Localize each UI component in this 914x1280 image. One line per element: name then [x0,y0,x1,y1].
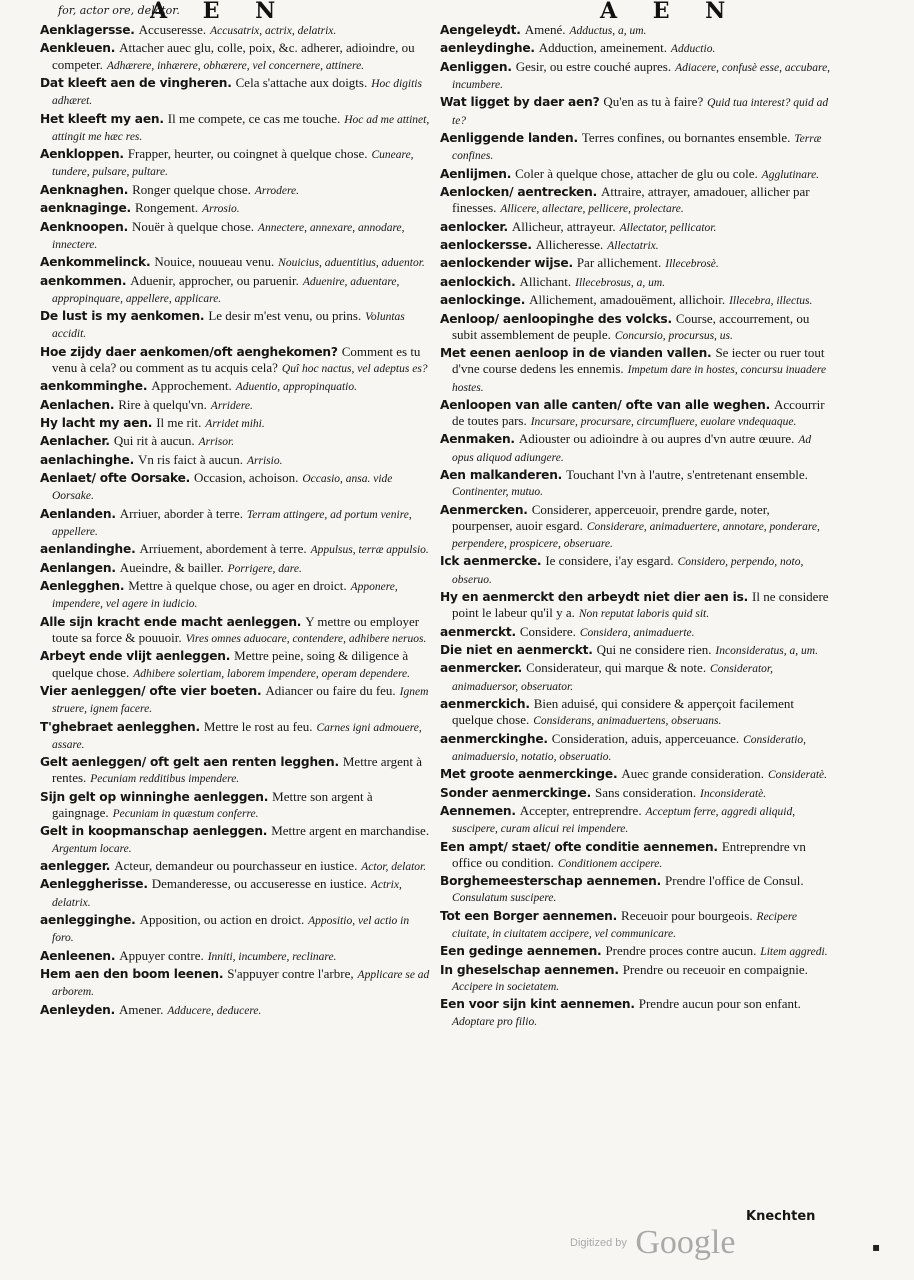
dictionary-entry [40,912,432,946]
headword: Met eenen aenloop in de vianden vallen. [440,346,712,361]
headword: Aenlegghen. [40,579,125,594]
dictionary-entry [40,506,432,540]
headword: Gelt aenleggen/ oft gelt aen renten legghen. [40,755,339,770]
dictionary-entry [440,255,832,272]
dictionary-entry [40,578,432,612]
headword: aenmerckt. [440,624,516,639]
headword: Tot een Borger aennemen. [440,908,618,923]
headword: aenkommen. [40,273,127,288]
headword: aenkomminghe. [40,379,148,394]
dictionary-entry [40,719,432,753]
latin-gloss: Concursio, procursus, us. [614,329,733,342]
french-gloss: Aduenir, approcher, ou paruenir. [130,272,299,288]
latin-gloss: Arrodere. [254,184,300,197]
latin-gloss: Adductus, a, um. [569,25,647,37]
french-gloss: Coler à quelque chose, attacher de glu ou cole. [515,165,758,181]
latin-gloss: Considerare, animaduertere, annotare, ponderare, perpendere, prospicere, obseruare. [452,520,820,551]
headword: Aenkleuen. [40,41,116,56]
french-gloss: Mettre à quelque chose, ou ager en droict. [128,578,347,594]
french-gloss: Prendre l'office de Consul. [665,873,804,889]
headword: Aenlangen. [40,560,116,575]
french-gloss: Appuyer contre. [119,947,204,963]
latin-gloss: Non reputat laboris quid sit. [578,608,710,621]
french-gloss: Course, accourrement, ou subit assemblement de peuple. [452,310,810,342]
dictionary-entry [40,648,432,681]
french-gloss: Mettre argent à rentes. [52,754,423,786]
dictionary-entry [40,219,432,253]
dictionary-entry [440,40,832,57]
watermark-logo-text: Google [635,1224,736,1261]
watermark-small-text: Digitized by [570,1237,627,1249]
latin-gloss: Annectere, annexare, annodare, innectere. [52,221,405,251]
headword: Een gedinge aennemen. [440,944,602,959]
french-gloss: Qu'en as tu à faire? [603,94,704,110]
latin-gloss: Adducere, deducere. [167,1004,262,1017]
headword: aenknaginge. [40,201,131,216]
french-gloss: Allicheresse. [535,236,604,252]
latin-gloss: Allectator, pellicator. [619,221,717,234]
french-gloss: Arriuement, abordement à terre. [139,541,307,557]
latin-gloss: Appulsus, terræ appulsio. [310,544,429,557]
latin-gloss: Considera, animaduerte. [579,626,695,639]
headword: Arbeyt ende vlijt aenleggen. [40,649,231,664]
dictionary-entry [440,237,832,254]
french-gloss: Arriuer, aborder à terre. [119,505,243,521]
french-gloss: Adiouster ou adioindre à ou aupres d'vn autre œuure. [518,431,795,447]
dictionary-entry [40,397,432,414]
latin-gloss: Adhærere, inhærere, obhærere, vel concernere, attinere. [106,59,365,72]
latin-gloss: Occasio, ansa. vide Oorsake. [52,473,393,503]
latin-gloss: Quid tua interest? quid ad te? [452,97,829,127]
dictionary-entry [440,766,832,783]
dictionary-entry [40,789,432,822]
dictionary-entry [440,22,832,39]
latin-gloss: Impetum dare in hostes, concursu inuadere hostes. [452,364,827,394]
headword: Aenkloppen. [40,147,124,162]
dictionary-entry [440,166,832,183]
headword: Aenlanden. [40,506,116,521]
french-gloss: Approchement. [151,378,232,394]
dictionary-entry [40,452,432,469]
latin-gloss: Actrix, delatrix. [52,879,402,909]
dictionary-entry [440,962,832,995]
latin-gloss: Ignem struere, ignem facere. [52,686,429,716]
french-gloss: Receuoir pour bourgeois. [621,907,753,923]
french-gloss: Auec grande consideration. [621,766,764,782]
french-gloss: Attraire, attrayer, amadouer, allicher par finesses. [452,183,810,216]
french-gloss: Mettre argent en marchandise. [271,823,430,839]
latin-gloss: Inconsideratus, a, um. [715,645,818,658]
latin-gloss: Illecebrosus, a, um. [575,276,666,289]
dictionary-entry [440,292,832,309]
french-gloss: Consideration, aduis, apperceuance. [551,730,740,746]
headword: Aenleyden. [40,1002,116,1017]
dictionary-entry [440,908,832,942]
headword: aenlockich. [440,274,516,289]
headword: Borghemeesterschap aennemen. [440,874,662,889]
french-gloss: Le desir m'est venu, ou prins. [208,308,362,324]
french-gloss: Attacher auec glu, colle, poix, &c. adherer, adioindre, ou competer. [52,40,415,72]
dictionary-entry [440,803,832,837]
headword: Aenklagersse. [40,23,135,37]
latin-gloss: Agglutinare. [761,168,820,181]
headword: Dat kleeft aen de vingheren. [40,75,232,90]
headword: Met groote aenmerckinge. [440,767,618,782]
dictionary-entry [40,470,432,504]
headword: De lust is my aenkomen. [40,309,205,324]
headword: Hy lacht my aen. [40,416,153,431]
french-gloss: Ronger quelque chose. [132,181,251,197]
french-gloss: Considerateur, qui marque & note. [526,660,707,676]
latin-gloss: Considerator, animaduersor, obseruator. [452,663,773,693]
french-gloss: Acteur, demandeur ou pourchasseur en iustice. [114,857,358,873]
latin-gloss: Aduentio, appropinquatio. [235,381,357,394]
french-gloss: Mettre son argent à gaingnage. [52,788,373,820]
latin-gloss: Accusatrix, actrix, delatrix. [210,25,337,37]
dictionary-entry [440,467,832,500]
french-gloss: Frapper, heurter, ou coingnet à quelque chose. [127,146,368,162]
dictionary-entry [440,345,832,396]
latin-gloss: Actor, delator. [361,860,427,873]
left-column [40,22,432,1020]
french-gloss: Il me rit. [156,415,202,431]
french-gloss: Ie considere, i'ay esgard. [545,553,674,569]
latin-gloss: Aduenire, aduentare, appropinquare, appellere, applicare. [52,275,400,305]
headword: Aenmercken. [440,502,528,517]
french-gloss: Terres confines, ou bornantes ensemble. [581,129,791,145]
running-head [40,0,874,24]
headword: Aenlachen. [40,397,115,412]
dictionary-entry [40,683,432,717]
latin-gloss: Considero, perpendo, noto, obseruo. [452,556,804,586]
french-gloss: Se iecter ou ruer tout d'vne course dedens les ennemis. [452,345,825,377]
french-gloss: Mettre peine, soing & diligence à quelque chose. [52,648,409,680]
french-gloss: Il me compete, ce cas me touche. [167,110,341,126]
headword: Hoe zijdy daer aenkomen/oft aenghekomen? [40,344,338,359]
header-right: A E N [600,0,740,24]
dictionary-entry [40,858,432,875]
latin-gloss: Arrisio. [246,454,283,467]
latin-gloss: Vires omnes aduocare, contendere, adhibere neruos. [185,633,427,646]
latin-gloss: Adoptare pro filio. [452,1015,538,1028]
headword: Aenleggherisse. [40,877,148,892]
headword: Aenlacher. [40,434,110,449]
french-gloss: Aueindre, & bailler. [119,559,224,575]
latin-gloss: Pecuniam redditibus impendere. [90,773,240,786]
latin-gloss: Consideratè. [767,769,828,782]
dictionary-entry [440,589,832,622]
latin-gloss: Cuneare, tundere, pulsare, pultare. [52,149,414,179]
latin-gloss: Consulatum suscipere. [452,892,557,905]
dictionary-entry [440,996,832,1029]
french-gloss: Prendre ou receuoir en compaignie. [622,961,808,977]
latin-gloss: Continenter, mutuo. [452,486,544,499]
headword: T'ghebraet aenlegghen. [40,719,200,734]
french-gloss: Amené. [524,22,566,37]
catchword: Knechten [746,1209,816,1224]
headword: Alle sijn kracht ende macht aenleggen. [40,614,302,629]
dictionary-entry [40,111,432,145]
french-gloss: Prendre aucun pour son enfant. [638,996,801,1012]
latin-gloss: Illecebrosè. [665,258,719,271]
dictionary-entry [40,378,432,395]
headword: Aenlijmen. [440,166,512,181]
headword: Hem aen den boom leenen. [40,966,224,981]
french-gloss: Comment es tu venu à cela? ou comment as tu acquis cela? [52,343,421,375]
french-gloss: Mettre le rost au feu. [203,718,313,734]
headword: Ick aenmercke. [440,554,542,569]
headword: Vier aenleggen/ ofte vier boeten. [40,684,262,699]
headword: Aen malkanderen. [440,468,563,483]
header-left: A E N [150,0,290,24]
headword: Gelt in koopmanschap aenleggen. [40,824,268,839]
headword: Een ampt/ staet/ ofte conditie aennemen. [440,839,718,854]
latin-gloss: Applicare se ad arborem. [52,968,430,999]
dictionary-entry [440,553,832,587]
latin-gloss: Inconsideratè. [700,787,767,800]
dictionary-entry [440,94,832,128]
latin-gloss: Appositio, vel actio in foro. [52,914,410,945]
latin-gloss: Consideratio, animaduersio, notatio, obseruatio. [452,733,807,763]
headword: aenmerckich. [440,697,530,712]
headword: Sijn gelt op winninghe aenleggen. [40,789,269,804]
dictionary-entry [40,200,432,217]
latin-gloss: Arrosio. [202,203,240,216]
headword: Aenloop/ aenloopinghe des volcks. [440,311,672,326]
french-gloss: S'appuyer contre l'arbre, [227,965,354,981]
dictionary-entry [440,219,832,236]
latin-gloss: Allicere, allectare, pellicere, prolectare. [500,203,684,216]
headword: Wat ligget by daer aen? [440,95,600,110]
latin-gloss: Allectatrix. [607,239,659,252]
dictionary-entry [440,431,832,465]
dictionary-entry [440,59,832,93]
headword: Aenliggende landen. [440,130,578,145]
headword: aenleydinghe. [440,41,535,56]
dictionary-entry [40,254,432,271]
dictionary-entry [440,660,832,694]
french-gloss: Considere. [519,623,576,639]
headword: Hy en aenmerckt den arbeydt niet dier aen is. [440,590,749,605]
latin-gloss: Accipere in societatem. [452,980,560,993]
french-gloss: Il ne considere point le labeur qu'il y a. [452,589,829,621]
headword: Het kleeft my aen. [40,111,164,126]
dictionary-entry [440,502,832,553]
latin-gloss: Adhibere solertiam, laborem impendere, operam dependere. [133,667,411,680]
french-gloss: Apposition, ou action en droict. [139,911,305,927]
dictionary-entry [40,75,432,109]
french-gloss: Rongement. [134,200,199,216]
dictionary-entry [440,943,832,960]
latin-gloss: Conditionem accipere. [557,857,663,870]
headword: aenlachinghe. [40,452,135,467]
french-gloss: Prendre proces contre aucun. [605,943,757,959]
headword: Aenkommelinck. [40,255,151,270]
dictionary-entry [40,560,432,577]
headword: Aenmaken. [440,432,515,447]
dictionary-entry [40,273,432,307]
latin-gloss: Terram attingere, ad portum venire, appellere. [52,508,412,539]
latin-gloss: Quî hoc nactus, vel adeptus es? [281,362,428,375]
french-gloss: Qui rit à aucun. [113,433,195,449]
dictionary-entry [440,839,832,872]
latin-gloss: Litem aggredi. [760,946,828,959]
dictionary-entry [40,614,432,647]
headword: Aengeleydt. [440,23,521,37]
french-gloss: Demanderesse, ou accuseresse en iustice. [151,876,367,892]
latin-gloss: Apponere, impendere, vel agere in iudicio. [52,581,398,611]
french-gloss: Bien aduisé, qui considere & apperçoit facilement quelque chose. [452,696,795,728]
latin-gloss: Hoc ad me attinet, attingit me hæc res. [52,113,430,143]
french-gloss: Accourrir de toutes pars. [452,396,825,429]
headword: Een voor sijn kint aennemen. [440,997,635,1012]
latin-gloss: Incursare, procursare, circumfluere, euolare vndequaque. [530,416,797,429]
dictionary-entry [40,308,432,342]
latin-gloss: Arrisor. [198,436,235,449]
french-gloss: Accepter, entreprendre. [519,803,642,818]
headword: aenlockender wijse. [440,256,573,271]
digitized-watermark [570,1224,735,1262]
french-gloss: Entreprendre vn office ou condition. [452,838,806,870]
french-gloss: Nouër à quelque chose. [131,218,254,234]
latin-gloss: Inniti, incumbere, reclinare. [207,950,337,963]
dictionary-entry [40,415,432,432]
french-gloss: Allichant. [519,273,572,289]
french-gloss: Nouice, nouueau venu. [154,254,275,270]
latin-gloss: Recipere ciuitate, in ciuitatem accipere, vel communicare. [452,910,797,940]
dictionary-entry [40,876,432,910]
dictionary-entry [40,823,432,856]
dictionary-entry [440,696,832,729]
latin-gloss: Voluntas accidit. [52,311,405,341]
french-gloss: Accuseresse. [138,22,207,37]
latin-gloss: Adiacere, confusè esse, accubare, incumbere. [452,61,831,91]
french-gloss: Touchant l'vn à l'autre, s'entretenant ensemble. [566,467,808,483]
dictionary-entry [440,311,832,344]
headword: Aenlocken/ aentrecken. [440,184,598,199]
latin-gloss: Carnes igni admouere, assare. [52,721,422,751]
dictionary-entry [440,274,832,291]
french-gloss: Adiancer ou faire du feu. [265,683,396,699]
french-gloss: Qui ne considere rien. [596,642,712,658]
headword: Aennemen. [440,804,516,818]
dictionary-entry [40,966,432,1000]
dictionary-entry [40,344,432,377]
french-gloss: Allicheur, attrayeur. [511,218,616,234]
dictionary-entry [440,397,832,430]
dictionary-entry [440,130,832,164]
latin-gloss: Adductio. [670,43,716,56]
latin-gloss: Illecebra, illectus. [729,295,813,308]
latin-gloss: Porrigere, dare. [227,562,302,575]
dictionary-entry [40,40,432,73]
headword: Aenlaet/ ofte Oorsake. [40,471,191,486]
latin-gloss: Argentum locare. [52,842,132,855]
french-gloss: Allichement, amadouëment, allichoir. [529,292,726,308]
headword: Aenliggen. [440,59,512,74]
dictionary-entry [40,22,432,39]
headword: aenmercker. [440,661,523,676]
dictionary-entry [40,948,432,965]
dictionary-entry [440,624,832,641]
latin-gloss: Considerans, animaduertens, obseruans. [533,715,722,728]
latin-gloss: Acceptum ferre, aggredi aliquid, suscipere, curam alicui rei impendere. [452,806,796,836]
dictionary-entry [440,184,832,217]
headword: aenmerckinghe. [440,731,548,746]
headword: aenlockersse. [440,237,532,252]
french-gloss: Vn ris faict à aucun. [137,451,244,467]
french-gloss: Occasion, achoison. [194,470,299,486]
headword: aenlegginghe. [40,912,136,927]
header-fragment: for, actor ore, delator. [58,4,180,17]
dictionary-entry [40,1002,432,1019]
headword: aenlegger. [40,858,111,873]
dictionary-entry [40,182,432,199]
latin-gloss: Pecuniam in quæstum conferre. [112,808,259,820]
latin-gloss: Nouicius, aduentitius, aduentor. [278,257,425,270]
headword: Aenknoopen. [40,219,128,234]
latin-gloss: Ad opus aliquod adiungere. [452,434,812,464]
french-gloss: Gesir, ou estre couché aupres. [515,58,672,74]
latin-gloss: Terræ confines. [452,132,822,163]
dictionary-entry [40,146,432,180]
headword: Aenleenen. [40,948,116,963]
headword: aenlandinghe. [40,542,136,557]
headword: aenlockinge. [440,293,526,308]
latin-gloss: Hoc digitis adhæret. [52,77,422,108]
headword: aenlocker. [440,219,508,234]
french-gloss: Amener. [119,1001,164,1017]
dictionary-entry [40,433,432,450]
dictionary-entry [440,731,832,765]
headword: Aenknaghen. [40,182,129,197]
dictionary-entry [440,785,832,802]
headword: Sonder aenmerckinge. [440,785,592,800]
headword: Aenloopen van alle canten/ ofte van alle weghen. [440,397,771,412]
right-column [440,22,832,1031]
french-gloss: Y mettre ou employer toute sa force & pouuoir. [52,613,420,646]
french-gloss: Cela s'attache aux doigts. [235,74,368,90]
french-gloss: Rire à quelqu'vn. [118,396,207,412]
dictionary-entry [440,642,832,659]
french-gloss: Adduction, ameinement. [538,40,667,56]
headword: Die niet en aenmerckt. [440,643,593,658]
latin-gloss: Arridere. [210,399,253,412]
dictionary-entry [40,754,432,787]
french-gloss: Sans consideration. [594,784,697,800]
french-gloss: Par allichement. [576,255,662,271]
dictionary-entry [440,873,832,906]
french-gloss: Considerer, apperceuoir, prendre garde, noter, pourpenser, auoir esgard. [452,501,770,533]
headword: In gheselschap aennemen. [440,962,619,977]
latin-gloss: Arridet mihi. [205,418,265,431]
dictionary-entry [40,541,432,558]
edge-mark: ▪ [872,1240,881,1254]
